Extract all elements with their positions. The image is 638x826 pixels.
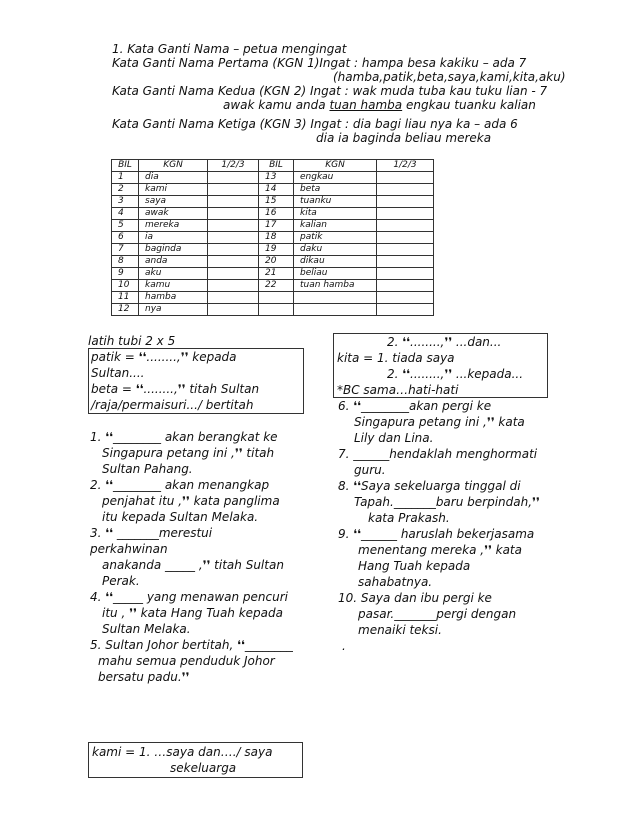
table-cell: beliau bbox=[294, 268, 377, 280]
table-cell: dia bbox=[139, 172, 208, 184]
table-cell: 13 bbox=[259, 172, 294, 184]
table-cell: awak bbox=[139, 208, 208, 220]
answer-cell[interactable] bbox=[377, 208, 434, 220]
answer-cell[interactable] bbox=[377, 256, 434, 268]
table-header: BIL bbox=[112, 160, 139, 172]
table-row bbox=[112, 220, 434, 232]
answer-cell[interactable] bbox=[377, 292, 434, 304]
table-cell: 11 bbox=[112, 292, 139, 304]
table-cell: 19 bbox=[259, 244, 294, 256]
intro-line-kgn1: Kata Ganti Nama Pertama (KGN 1)Ingat : hampa besa kakiku – ada 7 bbox=[112, 56, 527, 70]
table-cell: 2 bbox=[112, 184, 139, 196]
exercise-line: Sultan Melaka. bbox=[102, 622, 191, 636]
exercise-line: Singapura petang ini ,❜❜ kata bbox=[354, 415, 525, 429]
table-cell: dikau bbox=[294, 256, 377, 268]
table-cell bbox=[259, 292, 294, 304]
table-cell: 14 bbox=[259, 184, 294, 196]
table-cell: mereka bbox=[139, 220, 208, 232]
exercise-line: Lily dan Lina. bbox=[354, 431, 434, 445]
table-header: BIL bbox=[259, 160, 294, 172]
intro-line-kgn3-list: dia ia baginda beliau mereka bbox=[316, 131, 492, 145]
answer-cell[interactable] bbox=[377, 184, 434, 196]
exercise-line: itu kepada Sultan Melaka. bbox=[102, 510, 259, 524]
table-cell: nya bbox=[139, 304, 208, 316]
answer-cell[interactable] bbox=[208, 280, 259, 292]
table-cell: tuan hamba bbox=[294, 280, 377, 292]
table-row bbox=[112, 244, 434, 256]
table-row bbox=[112, 280, 434, 292]
exercise-line: 1. ❛❛________ akan berangkat ke bbox=[90, 430, 278, 444]
note-line: /raja/permaisuri.../ bertitah bbox=[91, 398, 254, 412]
latih-tubi-label: latih tubi 2 x 5 bbox=[88, 334, 176, 348]
note-line: 2. ❛❛........,❜❜ ...dan... bbox=[387, 335, 502, 349]
table-cell: daku bbox=[294, 244, 377, 256]
exercise-line: Sultan Pahang. bbox=[102, 462, 193, 476]
table-header: KGN bbox=[139, 160, 208, 172]
exercise-line: Hang Tuah kepada bbox=[358, 559, 471, 573]
table-row bbox=[112, 184, 434, 196]
table-header: KGN bbox=[294, 160, 377, 172]
note-line: patik = ❛❛........,❜❜ kepada bbox=[91, 350, 237, 364]
exercise-line: guru. bbox=[354, 463, 386, 477]
table-row bbox=[112, 304, 434, 316]
note-line: Sultan.... bbox=[91, 366, 145, 380]
table-cell: engkau bbox=[294, 172, 377, 184]
note-line: kami = 1. …saya dan…./ saya bbox=[92, 745, 273, 759]
table-cell: ia bbox=[139, 232, 208, 244]
answer-cell[interactable] bbox=[377, 280, 434, 292]
exercise-line: 8. ❛❛Saya sekeluarga tinggal di bbox=[338, 479, 521, 493]
kgn-table bbox=[111, 159, 434, 316]
table-row bbox=[112, 292, 434, 304]
table-cell bbox=[259, 304, 294, 316]
answer-cell[interactable] bbox=[208, 172, 259, 184]
table-cell: 22 bbox=[259, 280, 294, 292]
exercise-line: 10. Saya dan ibu pergi ke bbox=[338, 591, 492, 605]
exercise-line: 6. ❛❛________akan pergi ke bbox=[338, 399, 492, 413]
table-header: 1/2/3 bbox=[208, 160, 259, 172]
table-row bbox=[112, 256, 434, 268]
answer-cell[interactable] bbox=[208, 244, 259, 256]
answer-cell[interactable] bbox=[208, 232, 259, 244]
kgn2-list-part-c: engkau tuanku kalian bbox=[402, 98, 536, 112]
table-cell: kami bbox=[139, 184, 208, 196]
exercise-line: 7. ______hendaklah menghormati bbox=[338, 447, 538, 461]
exercise-line: penjahat itu ,❜❜ kata panglima bbox=[102, 494, 280, 508]
exercise-line: 9. ❛❛______ haruslah bekerjasama bbox=[338, 527, 535, 541]
answer-cell[interactable] bbox=[377, 244, 434, 256]
exercise-line: sahabatnya. bbox=[358, 575, 433, 589]
answer-cell[interactable] bbox=[208, 196, 259, 208]
exercise-line: Singapura petang ini ,❜❜ titah bbox=[102, 446, 275, 460]
exercise-line: menentang mereka ,❜❜ kata bbox=[358, 543, 522, 557]
table-cell: kita bbox=[294, 208, 377, 220]
table-cell: 3 bbox=[112, 196, 139, 208]
table-cell: 18 bbox=[259, 232, 294, 244]
kgn2-list-part-a: awak kamu anda bbox=[223, 98, 330, 112]
table-row bbox=[112, 208, 434, 220]
table-cell: 12 bbox=[112, 304, 139, 316]
table-cell: tuanku bbox=[294, 196, 377, 208]
exercise-line: pasar._______pergi dengan bbox=[358, 607, 517, 621]
answer-cell[interactable] bbox=[208, 184, 259, 196]
answer-cell[interactable] bbox=[377, 220, 434, 232]
bottom-note-box bbox=[88, 742, 303, 778]
answer-cell[interactable] bbox=[208, 256, 259, 268]
note-line: 2. ❛❛........,❜❜ ...kepada... bbox=[387, 367, 524, 381]
table-cell: saya bbox=[139, 196, 208, 208]
left-note-box bbox=[88, 348, 304, 414]
exercise-line: anakanda _____ ,❜❜ titah Sultan bbox=[102, 558, 284, 572]
table-cell: 16 bbox=[259, 208, 294, 220]
table-header: 1/2/3 bbox=[377, 160, 434, 172]
exercise-line: 2. ❛❛________ akan menangkap bbox=[90, 478, 270, 492]
answer-cell[interactable] bbox=[208, 208, 259, 220]
table-cell: 5 bbox=[112, 220, 139, 232]
answer-cell[interactable] bbox=[208, 304, 259, 316]
exercise-line: mahu semua penduduk Johor bbox=[98, 654, 275, 668]
table-cell bbox=[294, 304, 377, 316]
table-row bbox=[112, 172, 434, 184]
table-cell: 10 bbox=[112, 280, 139, 292]
answer-cell[interactable] bbox=[377, 172, 434, 184]
right-note-box bbox=[333, 333, 548, 398]
answer-cell[interactable] bbox=[377, 304, 434, 316]
exercise-line: kata Prakash. bbox=[368, 511, 450, 525]
answer-cell[interactable] bbox=[377, 268, 434, 280]
left-exercise-list bbox=[90, 429, 293, 685]
table-cell: 4 bbox=[112, 208, 139, 220]
exercise-line: Tapah._______baru berpindah,❜❜ bbox=[354, 495, 540, 509]
intro-line-kgn2-list bbox=[223, 98, 536, 113]
answer-cell[interactable] bbox=[377, 232, 434, 244]
table-cell: 20 bbox=[259, 256, 294, 268]
intro-line-1: 1. Kata Ganti Nama – petua mengingat bbox=[112, 42, 347, 56]
note-line: sekeluarga bbox=[170, 761, 237, 775]
table-cell: 6 bbox=[112, 232, 139, 244]
exercise-line: 5. Sultan Johor bertitah, ❛❛________ bbox=[90, 638, 293, 652]
table-cell: 17 bbox=[259, 220, 294, 232]
table-cell: 1 bbox=[112, 172, 139, 184]
table-cell: patik bbox=[294, 232, 377, 244]
table-cell: 15 bbox=[259, 196, 294, 208]
table-cell: 8 bbox=[112, 256, 139, 268]
exercise-line: 3. ❛❛ _______merestui bbox=[90, 526, 213, 540]
exercise-line: menaiki teksi. bbox=[358, 623, 442, 637]
table-cell: 21 bbox=[259, 268, 294, 280]
kgn2-list-underlined: tuan hamba bbox=[329, 98, 403, 112]
note-line: kita = 1. tiada saya bbox=[337, 351, 455, 365]
exercise-line: . bbox=[342, 639, 346, 653]
right-exercise-list bbox=[338, 398, 540, 654]
table-cell: anda bbox=[139, 256, 208, 268]
table-cell: 9 bbox=[112, 268, 139, 280]
table-cell: 7 bbox=[112, 244, 139, 256]
table-cell: baginda bbox=[139, 244, 208, 256]
answer-cell[interactable] bbox=[208, 220, 259, 232]
intro-line-kgn3: Kata Ganti Nama Ketiga (KGN 3) Ingat : dia bagi liau nya ka – ada 6 bbox=[112, 117, 518, 131]
table-cell: kamu bbox=[139, 280, 208, 292]
table-cell: kalian bbox=[294, 220, 377, 232]
answer-cell[interactable] bbox=[208, 292, 259, 304]
exercise-line: perkahwinan bbox=[90, 542, 168, 556]
table-cell: beta bbox=[294, 184, 377, 196]
exercise-line: 4. ❛❛_____ yang menawan pencuri bbox=[90, 590, 288, 604]
table-row bbox=[112, 196, 434, 208]
exercise-line: bersatu padu.❜❜ bbox=[98, 670, 190, 684]
note-line: beta = ❛❛........,❜❜ titah Sultan bbox=[91, 382, 260, 396]
exercise-line: itu , ❜❜ kata Hang Tuah kepada bbox=[102, 606, 284, 620]
table-header-row bbox=[112, 160, 434, 172]
table-row bbox=[112, 232, 434, 244]
table-cell bbox=[294, 292, 377, 304]
exercise-line: Perak. bbox=[102, 574, 140, 588]
answer-cell[interactable] bbox=[377, 196, 434, 208]
note-line: *BC sama…hati-hati bbox=[337, 383, 459, 397]
table-row bbox=[112, 268, 434, 280]
intro-line-kgn1-list: (hamba,patik,beta,saya,kami,kita,aku) bbox=[333, 70, 566, 84]
answer-cell[interactable] bbox=[208, 268, 259, 280]
intro-line-kgn2: Kata Ganti Nama Kedua (KGN 2) Ingat : wak muda tuba kau tuku lian - 7 bbox=[112, 84, 548, 98]
table-cell: aku bbox=[139, 268, 208, 280]
table-cell: hamba bbox=[139, 292, 208, 304]
